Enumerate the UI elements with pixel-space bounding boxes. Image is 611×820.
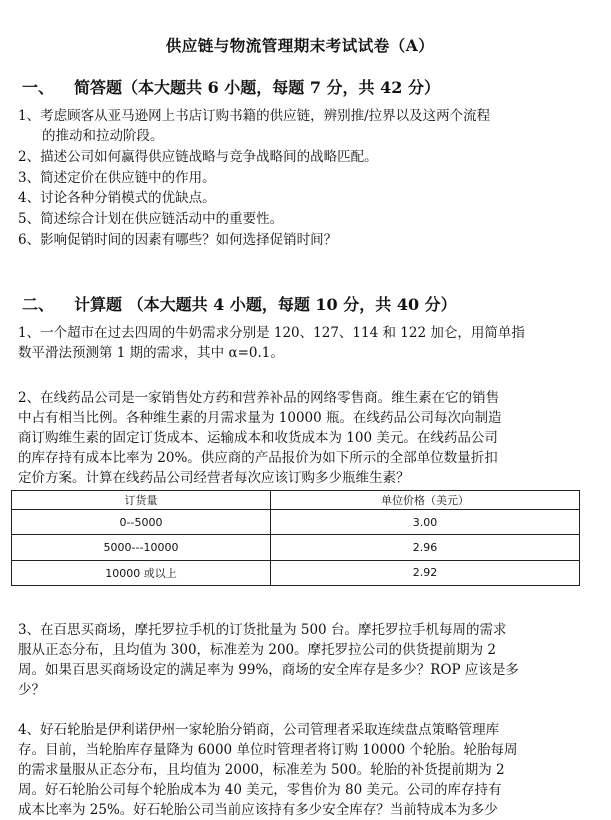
question-line: 周。好石轮胎公司每个轮胎成本为 40 美元，零售价为 80 美元。公司的库存持有 — [18, 782, 502, 798]
table-header-cell: 单位价格（美元） — [271, 491, 580, 510]
question-line: 的库存持有成本比率为 20%。供应商的产品报价为如下所示的全部单位数量折扣 — [18, 450, 498, 466]
section-1-heading — [22, 75, 440, 98]
question-line: 少？ — [18, 682, 45, 698]
table-row — [12, 560, 580, 585]
table-cell: 2.92 — [271, 560, 580, 585]
question-line: 的推动和拉动阶段。 — [42, 128, 164, 144]
question-line: 5、简述综合计划在供应链活动中的重要性。 — [18, 211, 284, 227]
table-cell: 2.96 — [271, 535, 580, 560]
question-line: 4、好石轮胎是伊利诺伊州一家轮胎分销商，公司管理者采取连续盘点策略管理库 — [18, 722, 500, 738]
calc-question-2 — [18, 388, 586, 488]
section-2-title: 计算题 （本大题共 4 小题，每题 10 分，共 40 分） — [74, 295, 457, 314]
calc-question-1 — [18, 323, 586, 363]
calc-question-3 — [18, 620, 586, 700]
section-2-number: 二、 — [22, 295, 55, 314]
calc-question-4 — [18, 720, 586, 820]
question-line: 2、描述公司如何赢得供应链战略与竞争战略间的战略匹配。 — [18, 149, 378, 165]
question-line: 周。如果百思买商场设定的满足率为 99%，商场的安全库存是多少？ROP 应该是多 — [18, 662, 519, 678]
section-2-heading — [22, 292, 457, 315]
question-line: 成本比率为 25%。好石轮胎公司当前应该持有多少安全库存？当前特成本为多少 — [18, 802, 498, 818]
question-line: 存。目前，当轮胎库存量降为 6000 单位时管理者将订购 10000 个轮胎。轮胎每周 — [18, 742, 518, 758]
table-header-cell: 订货量 — [12, 491, 271, 510]
question-line: 1、一个超市在过去四周的牛奶需求分别是 120、127、114 和 122 加仑，用简单指 — [18, 325, 525, 341]
page-title: 供应链与物流管理期末考试试卷（A） — [165, 36, 435, 55]
table-row — [12, 535, 580, 560]
table-row — [12, 510, 580, 535]
table-cell: 10000 或以上 — [12, 560, 271, 585]
table-cell: 5000---10000 — [12, 535, 271, 560]
question-line: 数平滑法预测第 1 期的需求，其中 α=0.1。 — [18, 345, 284, 361]
question-line: 4、讨论各种分销模式的优缺点。 — [18, 190, 216, 206]
question-line: 2、在线药品公司是一家销售处方药和营养补品的网络零售商。维生素在它的销售 — [18, 390, 500, 406]
question-line: 服从正态分布，且均值为 300，标准差为 200。摩托罗拉公司的供货提前期为 2 — [18, 642, 496, 658]
question-line: 定价方案。计算在线药品公司经营者每次应该订购多少瓶维生素？ — [18, 470, 410, 486]
question-line: 1、考虑顾客从亚马逊网上书店订购书籍的供应链，辨别推/拉界以及这两个流程 — [18, 108, 491, 124]
price-table — [11, 490, 580, 586]
question-line: 的需求量服从正态分布，且均值为 2000，标准差为 500。轮胎的补货提前期为 2 — [18, 762, 505, 778]
section-1-number: 一、 — [22, 78, 55, 97]
question-line: 中占有相当比例。各种维生素的月需求量为 10000 瓶。在线药品公司每次向制造 — [18, 410, 502, 426]
question-line: 6、影响促销时间的因素有哪些？如何选择促销时间？ — [18, 232, 338, 248]
table-cell: 3.00 — [271, 510, 580, 535]
question-line: 3、在百思买商场，摩托罗拉手机的订货批量为 500 台。摩托罗拉手机每周的需求 — [18, 622, 507, 638]
question-line: 3、简述定价在供应链中的作用。 — [18, 170, 216, 186]
table-header-row — [12, 491, 580, 510]
question-line: 商订购维生素的固定订货成本、运输成本和收货成本为 100 美元。在线药品公司 — [18, 430, 498, 446]
section-1-title: 简答题（本大题共 6 小题，每题 7 分，共 42 分） — [74, 78, 440, 97]
table-cell: 0--5000 — [12, 510, 271, 535]
